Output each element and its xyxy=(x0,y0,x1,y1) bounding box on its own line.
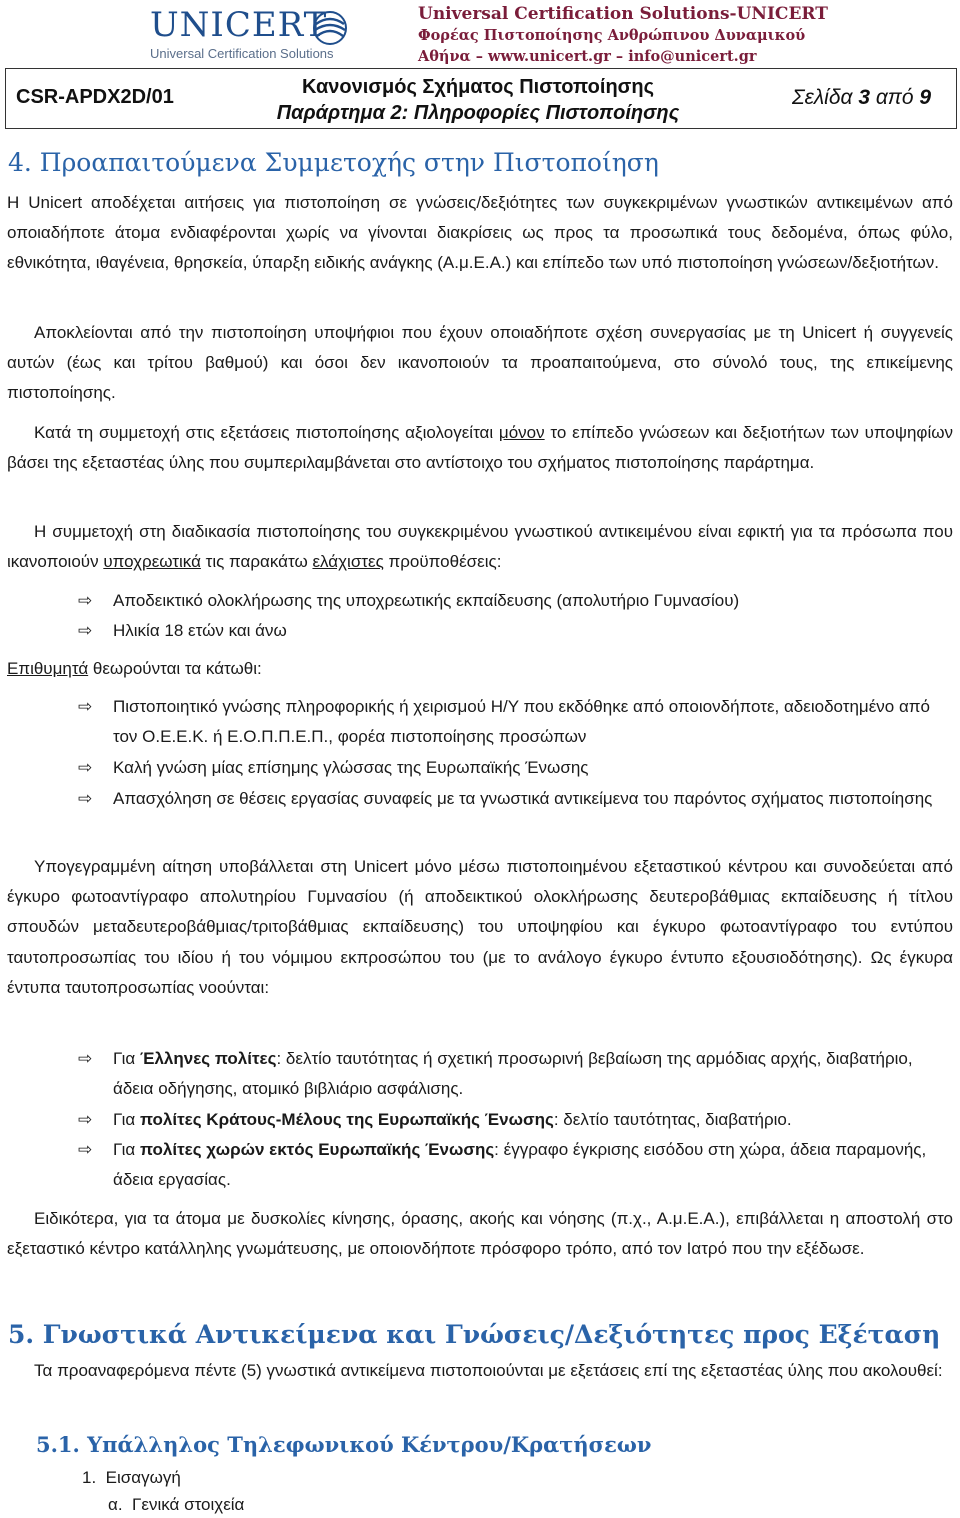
appendix-title: Παράρτημα 2: Πληροφορίες Πιστοποίησης xyxy=(276,102,680,124)
section-4-paragraph-4: Η συμμετοχή στη διαδικασία πιστοποίησης του συγκεκριμένου γνωστικού αντικειμένου είναι εφικτή για τα πρόσωπα που ικανοποιούν υποχρεωτικά τις παρακάτω ελάχιστες προϋποθέσεις: xyxy=(7,522,953,572)
arrow-bullet-icon: ⇨ xyxy=(78,697,93,717)
id-document-item: ⇨ Για πολίτες Κράτους-Μέλους της Ευρωπαϊκής Ένωσης: δελτίο ταυτότητας, διαβατήριο. xyxy=(78,1105,938,1135)
arrow-bullet-icon: ⇨ xyxy=(78,1049,93,1069)
required-item: ⇨ Αποδεικτικό ολοκλήρωσης της υποχρεωτικής εκπαίδευσης (απολυτήριο Γυμνασίου) xyxy=(78,586,938,616)
arrow-bullet-icon: ⇨ xyxy=(78,591,93,611)
id-document-item: ⇨ Για πολίτες χωρών εκτός Ευρωπαϊκής Ένωσης: έγγραφο έγκρισης εισόδου στη χώρα, άδεια παραμονής, άδεια εργασίας. xyxy=(78,1135,938,1195)
page-current: 3 xyxy=(858,86,870,109)
org-description: Φορέας Πιστοποίησης Ανθρώπινου Δυναμικού xyxy=(418,27,806,44)
org-contact: Αθήνα – www.unicert.gr – info@unicert.gr xyxy=(418,48,757,65)
arrow-bullet-icon: ⇨ xyxy=(78,1140,93,1160)
section-5-paragraph-1: Τα προαναφερόμενα πέντε (5) γνωστικά αντικείμενα πιστοποιούνται με εξετάσεις επί της εξεταστέας ύλης που ακολουθεί: xyxy=(34,1361,943,1380)
logo-word: UNICERT xyxy=(150,5,328,45)
page-number: Σελίδα 3 από 9 xyxy=(792,86,932,109)
page-total: 9 xyxy=(919,86,932,109)
section-4-paragraph-1: Η Unicert αποδέχεται αιτήσεις για πιστοποίηση σε γνώσεις/δεξιότητες των συγκεκριμένων γνωστικών αντικειμένων από οποιαδήποτε άτομα ενδιαφέρονται χωρίς να γίνονται διακρίσεις ως προς τα προσωπικά τους δεδομένα, όπως φύλο, εθνικότητα, ιθαγένεια, θρησκεία, ύπαρξη ειδικής ανάγκης (Α.μ.Ε.Α.) και επίπεδο των υπό πιστοποίηση γνώσεων/δεξιοτήτων. xyxy=(7,193,953,273)
arrow-bullet-icon: ⇨ xyxy=(78,789,93,809)
arrow-bullet-icon: ⇨ xyxy=(78,621,93,641)
unicert-logo xyxy=(150,6,365,66)
section-4-paragraph-6: Ειδικότερα, για τα άτομα με δυσκολίες κίνησης, όρασης, ακοής και νόησης (π.χ., Α.μ.Ε.Α.), επιβάλλεται η αποστολή στο εξεταστικό κέντρο κατάλληλης γνωμάτευσης, με οποιονδήποτε πρόσφορο τρόπο, από τον Ιατρό που την εξέδωσε. xyxy=(7,1209,953,1259)
document-code: CSR-APDX2D/01 xyxy=(16,86,174,108)
arrow-bullet-icon: ⇨ xyxy=(78,1110,93,1130)
organisation-info xyxy=(418,4,828,67)
arrow-bullet-icon: ⇨ xyxy=(78,758,93,778)
required-item: ⇨ Ηλικία 18 ετών και άνω xyxy=(78,616,938,646)
subsection-5-1-heading: 5.1. Υπάλληλος Τηλεφωνικού Κέντρου/Κρατήσεων xyxy=(36,1432,652,1457)
unicert-globe-icon xyxy=(310,8,350,48)
section-4-paragraph-5: Υπογεγραμμένη αίτηση υποβάλλεται στη Unicert μόνο μέσω πιστοποιημένου εξεταστικού κέντρου και συνοδεύεται από έγκυρο φωτοαντίγραφο απολυτηρίου Γυμνασίου (ή αποδεικτικού ολοκλήρωσης δευτεροβάθμιας εκπαίδευσης ή τίτλου σπουδών μεταδευτεροβάθμιας/τριτοβάθμιας εκπαίδευσης) του υποψηφίου και έγκυρο φωτοαντίγραφο του εντύπου ταυτοπροσωπίας του ιδίου ή του νόμιμου εκπροσώπου του (με το ανάλογο έγκυρο έντυπο εξουσιοδότησης). Ως έγκυρα έντυπα ταυτοπροσωπίας νοούνται: xyxy=(7,857,953,997)
desired-item: ⇨ Πιστοποιητικό γνώσης πληροφορικής ή χειρισμού Η/Υ που εκδόθηκε από οποιονδήποτε, αδειοδοτημένο από τον Ο.Ε.Ε.Κ. ή Ε.Ο.Π.Π.Ε.Π., φορέα πιστοποίησης προσώπων xyxy=(78,692,938,752)
desired-item: ⇨ Καλή γνώση μίας επίσημης γλώσσας της Ευρωπαϊκής Ένωσης xyxy=(78,753,938,783)
section-4-paragraph-2: Αποκλείονται από την πιστοποίηση υποψήφιοι που έχουν οποιαδήποτε σχέση συνεργασίας με τη Unicert ή συγγενείς αυτών (έως και τρίτου βαθμού) και όσοι δεν ικανοποιούν τα προαπαιτούμενα, στο σύνολό τους, της επικείμενης πιστοποίησης. xyxy=(7,323,953,403)
document-title xyxy=(268,74,688,126)
id-document-item: ⇨ Για Έλληνες πολίτες: δελτίο ταυτότητας ή σχετική προσωρινή βεβαίωση της αρμόδιας αρχής, διαβατήριο, άδεια οδήγησης, ατομικό βιβλιάριο ασφάλισης. xyxy=(78,1044,938,1104)
org-name: Universal Certification Solutions-UNICERT xyxy=(418,4,828,24)
list-item: 1. Εισαγωγή xyxy=(82,1468,181,1487)
desired-intro: Επιθυμητά θεωρούνται τα κάτωθι: xyxy=(7,659,262,678)
logo-subtitle: Universal Certification Solutions xyxy=(150,46,334,61)
section-4-paragraph-3: Κατά τη συμμετοχή στις εξετάσεις πιστοποίησης αξιολογείται μόνον το επίπεδο γνώσεων και δεξιοτήτων των υποψηφίων βάσει της εξεταστέας ύλης που συμπεριλαμβάνεται στο αντίστοιχο του σχήματος πιστοποίησης παράρτημα. xyxy=(7,423,953,473)
section-4-heading: 4. Προαπαιτούμενα Συμμετοχής στην Πιστοποίηση xyxy=(8,148,659,177)
section-5-heading: 5. Γνωστικά Αντικείμενα και Γνώσεις/Δεξιότητες προς Εξέταση xyxy=(8,1320,941,1349)
list-item: α. Γενικά στοιχεία xyxy=(108,1495,245,1514)
standard-title: Κανονισμός Σχήματος Πιστοποίησης xyxy=(302,76,654,98)
desired-item: ⇨ Απασχόληση σε θέσεις εργασίας συναφείς με τα γνωστικά αντικείμενα του παρόντος σχήματος πιστοποίησης xyxy=(78,784,938,814)
